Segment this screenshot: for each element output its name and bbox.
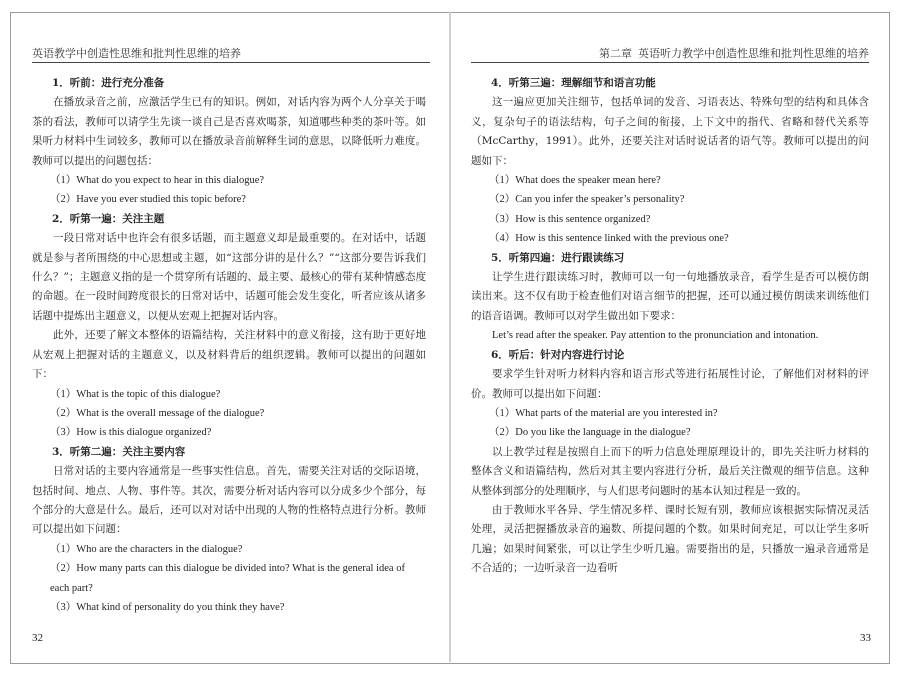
section-heading: 6．听后：针对内容进行讨论 bbox=[491, 348, 625, 361]
question-item: （3）How is this dialogue organized? bbox=[50, 427, 212, 439]
question-item: （2）Do you like the language in the dialogue? bbox=[489, 427, 691, 439]
paragraph: 日常对话的主要内容通常是一些事实性信息。首先，需要关注对话的交际语境，包括时间、地点、人物、事件等。其次，需要分析对话内容可以分成多少个部分，每个部分的大意是什么。最后，还可以对对话中出现的人物的性格特点进行分析。教师可以提出如下问题： bbox=[32, 465, 426, 536]
paragraph: 一段日常对话中也许会有很多话题，而主题意义却是最重要的。在对话中，话题就是参与者所围绕的中心思想或主题，如“这部分讲的是什么？”“这部分要告诉我们什么？”；主题意义指的是一个贯穿所有话题的、最主要、最核心的带有某种情感态度的命题。在一段时间跨度很长的日常对话中，话题可能会发生变化，听者应该从诸多话题中提炼出主题意义，以便从宏观上把握对话内容。 bbox=[32, 232, 426, 322]
paragraph: 这一遍应更加关注细节，包括单词的发音、习语表达、特殊句型的结构和具体含义，复杂句子的语法结构，句子之间的衔接，上下文中的指代、省略和替代关系等（McCarthy，1991）。此外，还要关注对话时说话者的语气等。教师可以提出的问题如下： bbox=[471, 96, 869, 167]
question-item: （1）Who are the characters in the dialogue? bbox=[50, 543, 243, 555]
right-page bbox=[451, 12, 889, 662]
page-number: 33 bbox=[860, 632, 871, 644]
question-item: （1）What do you expect to hear in this dialogue? bbox=[50, 175, 265, 187]
question-item: （1）What parts of the material are you interested in? bbox=[489, 407, 718, 419]
paragraph: 在播放录音之前，应激活学生已有的知识。例如，对话内容为两个人分享关于喝茶的看法，教师可以请学生先谈一谈自己是否喜欢喝茶，知道哪些种类的茶叶等。如果听力材料中生词较多，教师可以在播放录音前解释生词的意思，以降低听力难度。教师可以提出的问题包括： bbox=[32, 96, 426, 167]
question-item: （2）Can you infer the speaker’s personality? bbox=[489, 194, 685, 206]
question-item: （3）What kind of personality do you think they have? bbox=[50, 601, 285, 613]
page-body bbox=[32, 74, 426, 617]
header-rule bbox=[471, 62, 869, 63]
chapter-label: 第二章 bbox=[599, 47, 632, 60]
left-page bbox=[10, 12, 448, 662]
question-item: （1）What does the speaker mean here? bbox=[489, 175, 661, 187]
header-rule bbox=[32, 62, 430, 63]
section-heading: 2．听第一遍：关注主题 bbox=[52, 212, 165, 225]
paragraph: 以上教学过程是按照自上而下的听力信息处理原理设计的，即先关注听力材料的整体含义和语篇结构，然后对其主要内容进行分析，最后关注微观的细节信息。这种从整体到部分的处理顺序，与人们思考问题时的基本认知过程是一致的。 bbox=[471, 445, 869, 497]
question-item: （1）What is the topic of this dialogue? bbox=[50, 388, 221, 400]
page-body bbox=[471, 74, 869, 579]
section-heading: 1．听前：进行充分准备 bbox=[52, 77, 165, 89]
running-header: 英语教学中创造性思维和批判性思维的培养 bbox=[32, 47, 241, 60]
paragraph: 要求学生针对听力材料内容和语言形式等进行拓展性讨论，了解他们对材料的评价。教师可以提出如下问题： bbox=[471, 368, 869, 400]
question-item: （2）What is the overall message of the dialogue? bbox=[50, 407, 265, 419]
question-item: （4）How is this sentence linked with the previous one? bbox=[489, 233, 729, 245]
question-item: （2）Have you ever studied this topic before? bbox=[50, 194, 246, 206]
example-sentence: Let’s read after the speaker. Pay attention to the pronunciation and intonation. bbox=[492, 330, 819, 342]
section-heading: 4．听第三遍：理解细节和语言功能 bbox=[491, 77, 656, 89]
question-item: （3）How is this sentence organized? bbox=[489, 213, 651, 225]
page-number: 32 bbox=[32, 632, 43, 644]
section-heading: 3．听第二遍：关注主要内容 bbox=[52, 445, 186, 458]
section-heading: 5．听第四遍：进行跟读练习 bbox=[491, 251, 625, 264]
paragraph: 由于教师水平各异、学生情况多样、课时长短有别，教师应该根据实际情况灵活处理，灵活把握播放录音的遍数、所提问题的个数。如果时间充足，可以让学生多听几遍；如果时间紧张，可以让学生少听几遍。需要指出的是，只播放一遍录音通常是不合适的；一边听录音一边看听 bbox=[471, 503, 869, 575]
running-header bbox=[471, 45, 869, 63]
paragraph: 此外，还要了解文本整体的语篇结构，关注材料中的意义衔接，这有助于更好地从宏观上把握对话的主题意义，以及材料背后的组织逻辑。教师可以提出的问题如下： bbox=[32, 329, 426, 381]
paragraph: 让学生进行跟读练习时，教师可以一句一句地播放录音，看学生是否可以模仿朗读出来。这不仅有助于检查他们对语言细节的把握，还可以通过模仿朗读来训练他们的语音语调。教师可以对学生做出如下要求： bbox=[471, 271, 869, 322]
chapter-title: 英语听力教学中创造性思维和批判性思维的培养 bbox=[638, 47, 869, 60]
question-item: （2）How many parts can this dialogue be divided into? What is the general idea of each part? bbox=[50, 563, 405, 594]
